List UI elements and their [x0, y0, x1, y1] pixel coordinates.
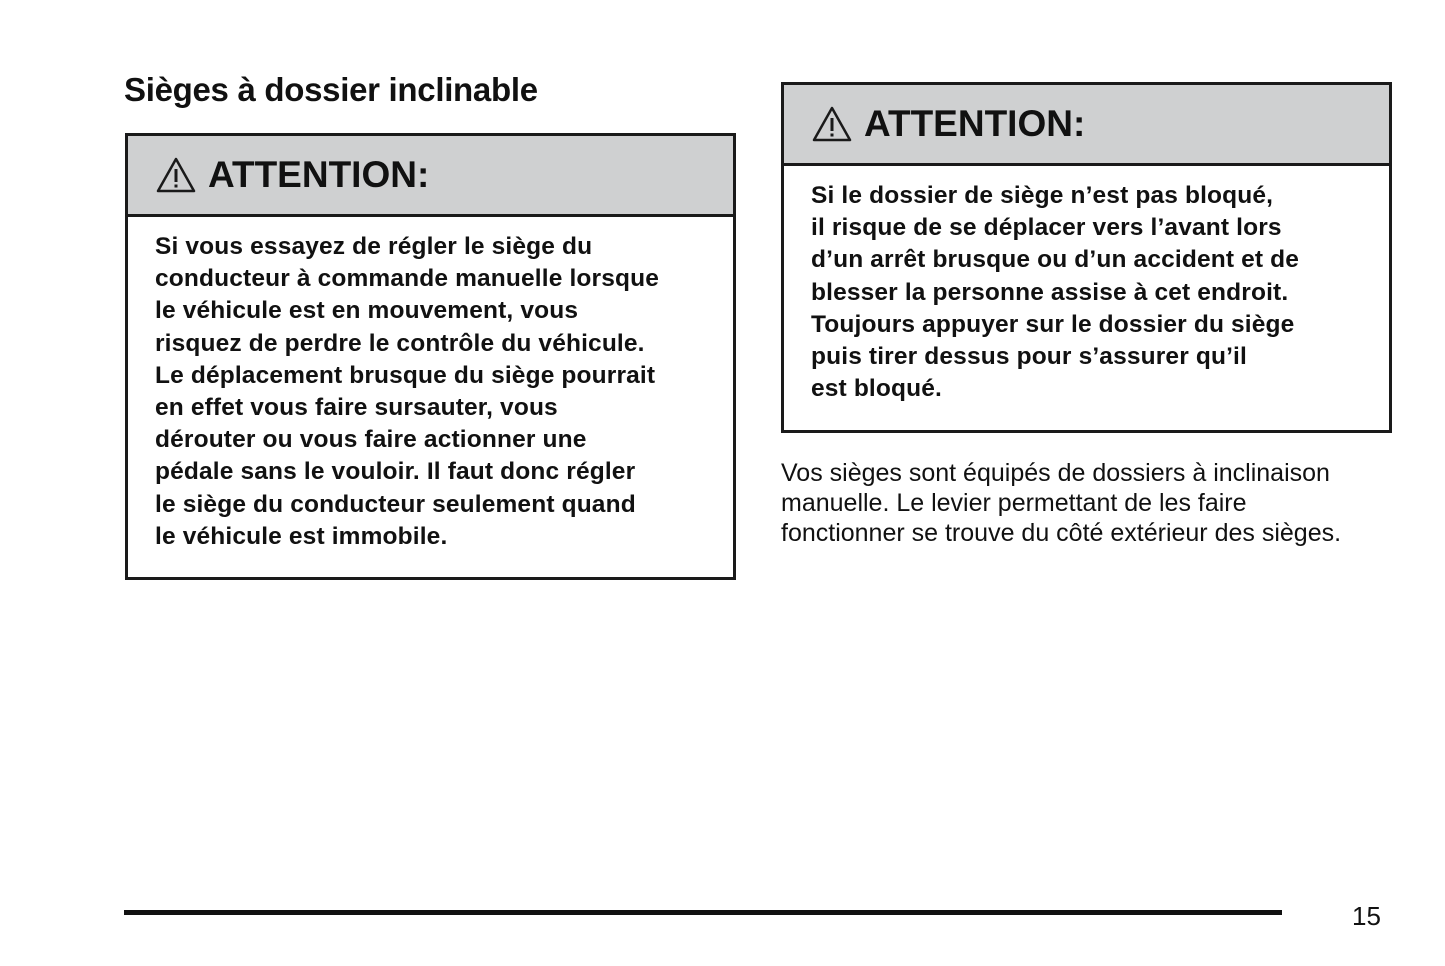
- caution-line: risquez de perdre le contrôle du véhicule.: [155, 329, 645, 357]
- caution-line: le véhicule est immobile.: [155, 522, 448, 550]
- paragraph-line: manuelle. Le levier permettant de les faire: [781, 489, 1247, 517]
- caution-box-left: [125, 133, 736, 580]
- caution-line: dérouter ou vous faire actionner une: [155, 426, 587, 454]
- caution-header: [128, 136, 733, 217]
- caution-line: d’un arrêt brusque ou d’un accident et de: [811, 246, 1300, 274]
- caution-line: Le déplacement brusque du siège pourrait: [155, 361, 656, 389]
- warning-triangle-icon: [156, 157, 196, 193]
- caution-line: Si vous essayez de régler le siège du: [155, 233, 593, 260]
- caution-box-right: [781, 82, 1392, 433]
- caution-line: il risque de se déplacer vers l’avant lors: [811, 214, 1282, 242]
- page-number: 15: [1352, 901, 1381, 931]
- caution-line: le véhicule est en mouvement, vous: [155, 297, 579, 325]
- caution-body: [128, 217, 733, 553]
- caution-line: est bloqué.: [811, 375, 942, 403]
- warning-triangle-icon: [812, 106, 852, 142]
- caution-line: conducteur à commande manuelle lorsque: [155, 265, 659, 293]
- caution-line: pédale sans le vouloir. Il faut donc régler: [155, 458, 636, 486]
- caution-line: blesser la personne assise à cet endroit.: [811, 278, 1289, 306]
- footer-rule: [124, 910, 1282, 915]
- paragraph-line: fonctionner se trouve du côté extérieur des sièges.: [781, 519, 1342, 547]
- body-paragraph: [781, 458, 1411, 548]
- caution-body: [784, 166, 1389, 405]
- caution-line: Si le dossier de siège n’est pas bloqué,: [811, 182, 1274, 209]
- caution-line: Toujours appuyer sur le dossier du siège: [811, 310, 1295, 338]
- caution-line: puis tirer dessus pour s’assurer qu’il: [811, 343, 1247, 371]
- section-title: Sièges à dossier inclinable: [124, 71, 538, 108]
- caution-heading: ATTENTION:: [864, 103, 1086, 144]
- caution-heading: ATTENTION:: [208, 154, 430, 195]
- caution-line: en effet vous faire sursauter, vous: [155, 394, 558, 422]
- paragraph-line: Vos sièges sont équipés de dossiers à inclinaison: [781, 459, 1330, 487]
- caution-line: le siège du conducteur seulement quand: [155, 490, 636, 518]
- caution-header: [784, 85, 1389, 166]
